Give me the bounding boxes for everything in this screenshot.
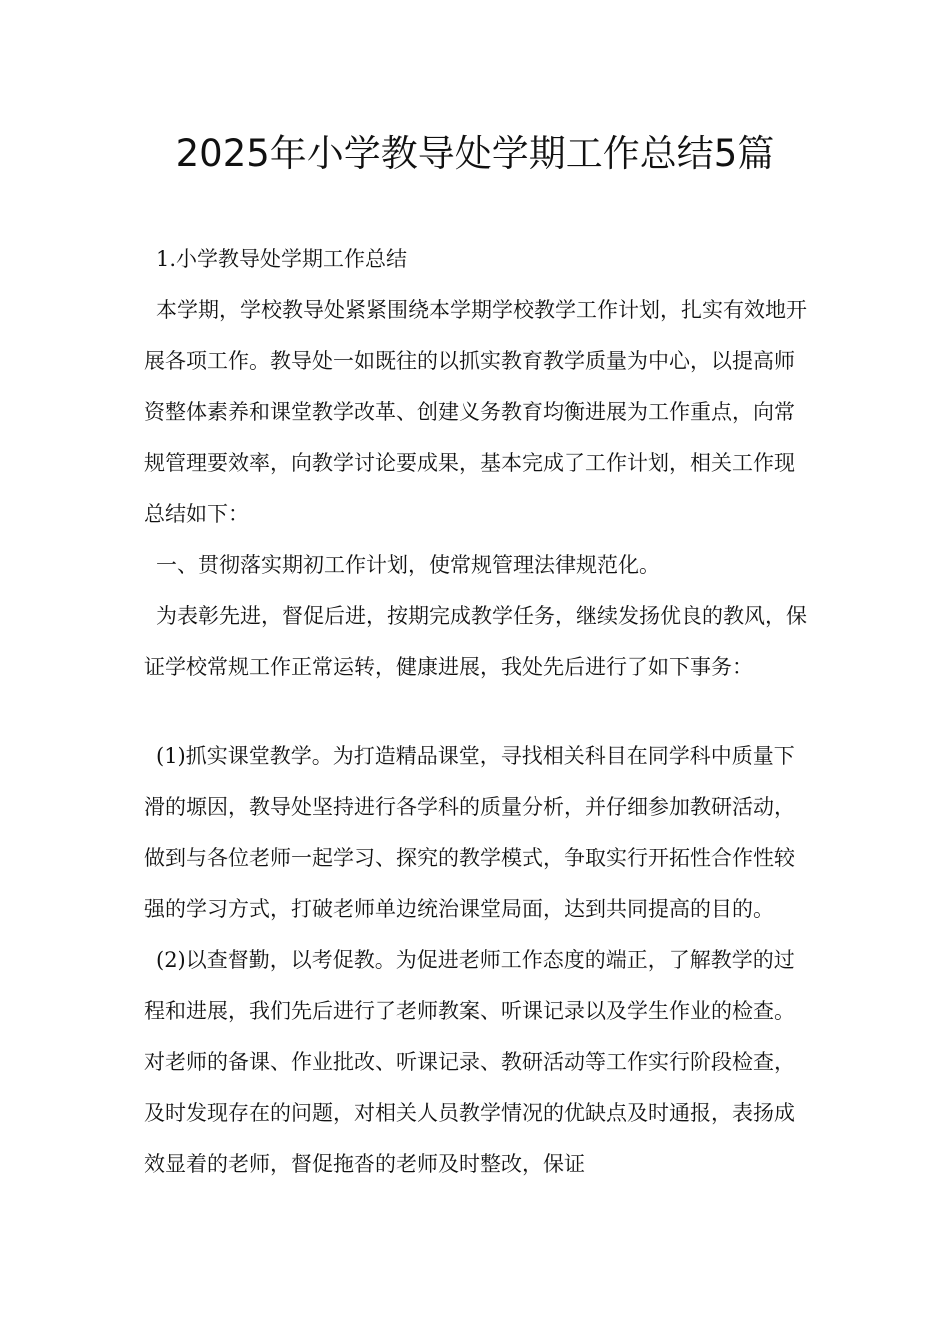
paragraph-item-2: (2)以查督勤，以考促教。为促进老师工作态度的端正，了解教学的过程和进展，我们先后进行了老师教案、听课记录以及学生作业的检查。对老师的备课、作业批改、听课记录、教研活动等工作实行阶段检查，及时发现存在的问题，对相关人员教学情况的优缺点及时通报，表扬成效显着的老师，督促拖沓的老师及时整改，保证 bbox=[144, 948, 795, 1176]
paragraph-item-1: (1)抓实课堂教学。为打造精品课堂，寻找相关科目在同学科中质量下滑的塬因，教导处坚持进行各学科的质量分析，并仔细参加教研活动，做到与各位老师一起学习、探究的教学模式，争取实行开拓性合作性较强的学习方式，打破老师单边统治课堂局面，达到共同提高的目的。 bbox=[144, 744, 795, 921]
document-title: 2025年小学教导处学期工作总结5篇 bbox=[175, 132, 775, 175]
paragraph-intro: 本学期，学校教导处紧紧围绕本学期学校教学工作计划，扎实有效地开展各项工作。教导处一如既往的以抓实教育教学质量为中心，以提高师资整体素养和课堂教学改革、创建义务教育均衡进展为工作重点，向常规管理要效率，向教学讨论要成果，基本完成了工作计划，相关工作现总结如下： bbox=[144, 298, 807, 526]
document-body bbox=[144, 234, 808, 1190]
paragraph-section-one: 一、贯彻落实期初工作计划，使常规管理法律规范化。 bbox=[156, 553, 660, 577]
paragraph-gap bbox=[144, 693, 808, 731]
paragraph-commend: 为表彰先进，督促后进，按期完成教学任务，继续发扬优良的教风，保证学校常规工作正常运转，健康进展，我处先后进行了如下事务： bbox=[144, 604, 807, 679]
section-heading: 1.小学教导处学期工作总结 bbox=[156, 247, 408, 271]
